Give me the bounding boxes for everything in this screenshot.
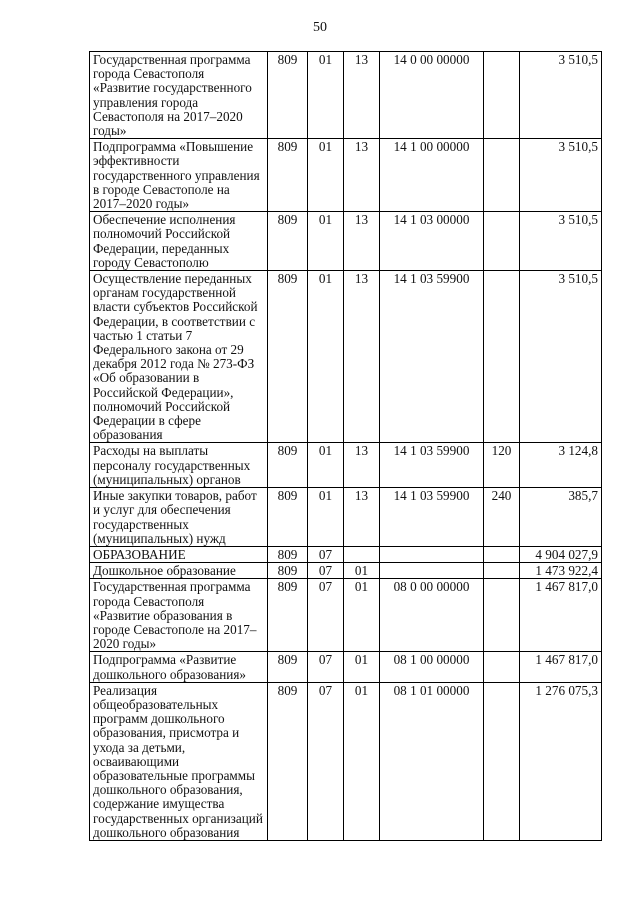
table-row	[90, 546, 602, 562]
cell-amount: 3 124,8	[520, 443, 602, 488]
cell-expense-type	[484, 579, 520, 652]
cell-target-article: 08 0 00 00000	[380, 579, 484, 652]
cell-department-code: 809	[268, 443, 308, 488]
cell-department-code: 809	[268, 579, 308, 652]
cell-subsection-code: 13	[344, 488, 380, 547]
cell-subsection-code: 13	[344, 52, 380, 139]
cell-subsection-code: 01	[344, 682, 380, 840]
page-number: 50	[313, 20, 327, 35]
cell-section-code: 01	[308, 139, 344, 212]
cell-department-code: 809	[268, 563, 308, 579]
cell-expense-type	[484, 652, 520, 682]
cell-section-code: 01	[308, 488, 344, 547]
cell-subsection-code: 01	[344, 563, 380, 579]
cell-name: Дошкольное образование	[90, 563, 268, 579]
cell-department-code: 809	[268, 682, 308, 840]
cell-amount: 1 473 922,4	[520, 563, 602, 579]
budget-table-body	[90, 52, 602, 841]
cell-department-code: 809	[268, 271, 308, 443]
table-row	[90, 579, 602, 652]
cell-expense-type	[484, 271, 520, 443]
cell-section-code: 07	[308, 579, 344, 652]
cell-subsection-code: 13	[344, 139, 380, 212]
cell-target-article: 14 1 03 59900	[380, 271, 484, 443]
cell-name: ОБРАЗОВАНИЕ	[90, 546, 268, 562]
table-row	[90, 563, 602, 579]
cell-section-code: 01	[308, 271, 344, 443]
cell-department-code: 809	[268, 546, 308, 562]
cell-section-code: 07	[308, 652, 344, 682]
cell-expense-type	[484, 546, 520, 562]
cell-target-article: 14 1 03 00000	[380, 212, 484, 271]
cell-name: Подпрограмма «Развитие дошкольного образования»	[90, 652, 268, 682]
cell-subsection-code	[344, 546, 380, 562]
table-row	[90, 488, 602, 547]
cell-expense-type	[484, 212, 520, 271]
table-row	[90, 271, 602, 443]
cell-name: Обеспечение исполнения полномочий Российской Федерации, переданных городу Севастополю	[90, 212, 268, 271]
table-row	[90, 443, 602, 488]
cell-amount: 3 510,5	[520, 139, 602, 212]
cell-target-article: 14 1 03 59900	[380, 488, 484, 547]
cell-target-article	[380, 563, 484, 579]
cell-subsection-code: 13	[344, 443, 380, 488]
table-row	[90, 52, 602, 139]
cell-department-code: 809	[268, 212, 308, 271]
cell-amount: 3 510,5	[520, 271, 602, 443]
cell-target-article: 14 1 03 59900	[380, 443, 484, 488]
cell-name: Государственная программа города Севастополя «Развитие государственного управления города Севастополя на 2017–2020 годы»	[90, 52, 268, 139]
cell-amount: 1 467 817,0	[520, 579, 602, 652]
cell-expense-type	[484, 682, 520, 840]
cell-amount: 4 904 027,9	[520, 546, 602, 562]
cell-name: Иные закупки товаров, работ и услуг для обеспечения государственных (муниципальных) нужд	[90, 488, 268, 547]
cell-department-code: 809	[268, 488, 308, 547]
cell-target-article: 08 1 00 00000	[380, 652, 484, 682]
table-row	[90, 682, 602, 840]
cell-name: Осуществление переданных органам государственной власти субъектов Российской Федерации, в соответствии с частью 1 статьи 7 Федерального закона от 29 декабря 2012 года № 273-ФЗ «Об образовании в Российской Федерации», полномочий Российской Федерации в сфере образования	[90, 271, 268, 443]
table-row	[90, 212, 602, 271]
cell-department-code: 809	[268, 52, 308, 139]
cell-expense-type: 120	[484, 443, 520, 488]
table-row	[90, 652, 602, 682]
cell-name: Государственная программа города Севастополя «Развитие образования в городе Севастополе на 2017–2020 годы»	[90, 579, 268, 652]
cell-target-article	[380, 546, 484, 562]
cell-amount: 1 276 075,3	[520, 682, 602, 840]
cell-department-code: 809	[268, 652, 308, 682]
cell-target-article: 14 1 00 00000	[380, 139, 484, 212]
cell-section-code: 07	[308, 563, 344, 579]
cell-amount: 1 467 817,0	[520, 652, 602, 682]
cell-subsection-code: 13	[344, 212, 380, 271]
cell-department-code: 809	[268, 139, 308, 212]
cell-amount: 385,7	[520, 488, 602, 547]
cell-expense-type	[484, 139, 520, 212]
table-row	[90, 139, 602, 212]
cell-name: Подпрограмма «Повышение эффективности государственного управления в городе Севастополе на 2017–2020 годы»	[90, 139, 268, 212]
budget-table	[89, 51, 602, 841]
cell-amount: 3 510,5	[520, 212, 602, 271]
cell-section-code: 01	[308, 212, 344, 271]
cell-expense-type	[484, 563, 520, 579]
cell-section-code: 01	[308, 52, 344, 139]
cell-expense-type: 240	[484, 488, 520, 547]
cell-section-code: 01	[308, 443, 344, 488]
cell-target-article: 14 0 00 00000	[380, 52, 484, 139]
cell-subsection-code: 01	[344, 652, 380, 682]
cell-name: Расходы на выплаты персоналу государственных (муниципальных) органов	[90, 443, 268, 488]
cell-subsection-code: 13	[344, 271, 380, 443]
cell-amount: 3 510,5	[520, 52, 602, 139]
cell-target-article: 08 1 01 00000	[380, 682, 484, 840]
cell-name: Реализация общеобразовательных программ дошкольного образования, присмотра и ухода за детьми, осваивающими образовательные программы дошкольного образования, содержание имущества государственных организаций дошкольного образования	[90, 682, 268, 840]
cell-subsection-code: 01	[344, 579, 380, 652]
cell-section-code: 07	[308, 682, 344, 840]
cell-section-code: 07	[308, 546, 344, 562]
cell-expense-type	[484, 52, 520, 139]
